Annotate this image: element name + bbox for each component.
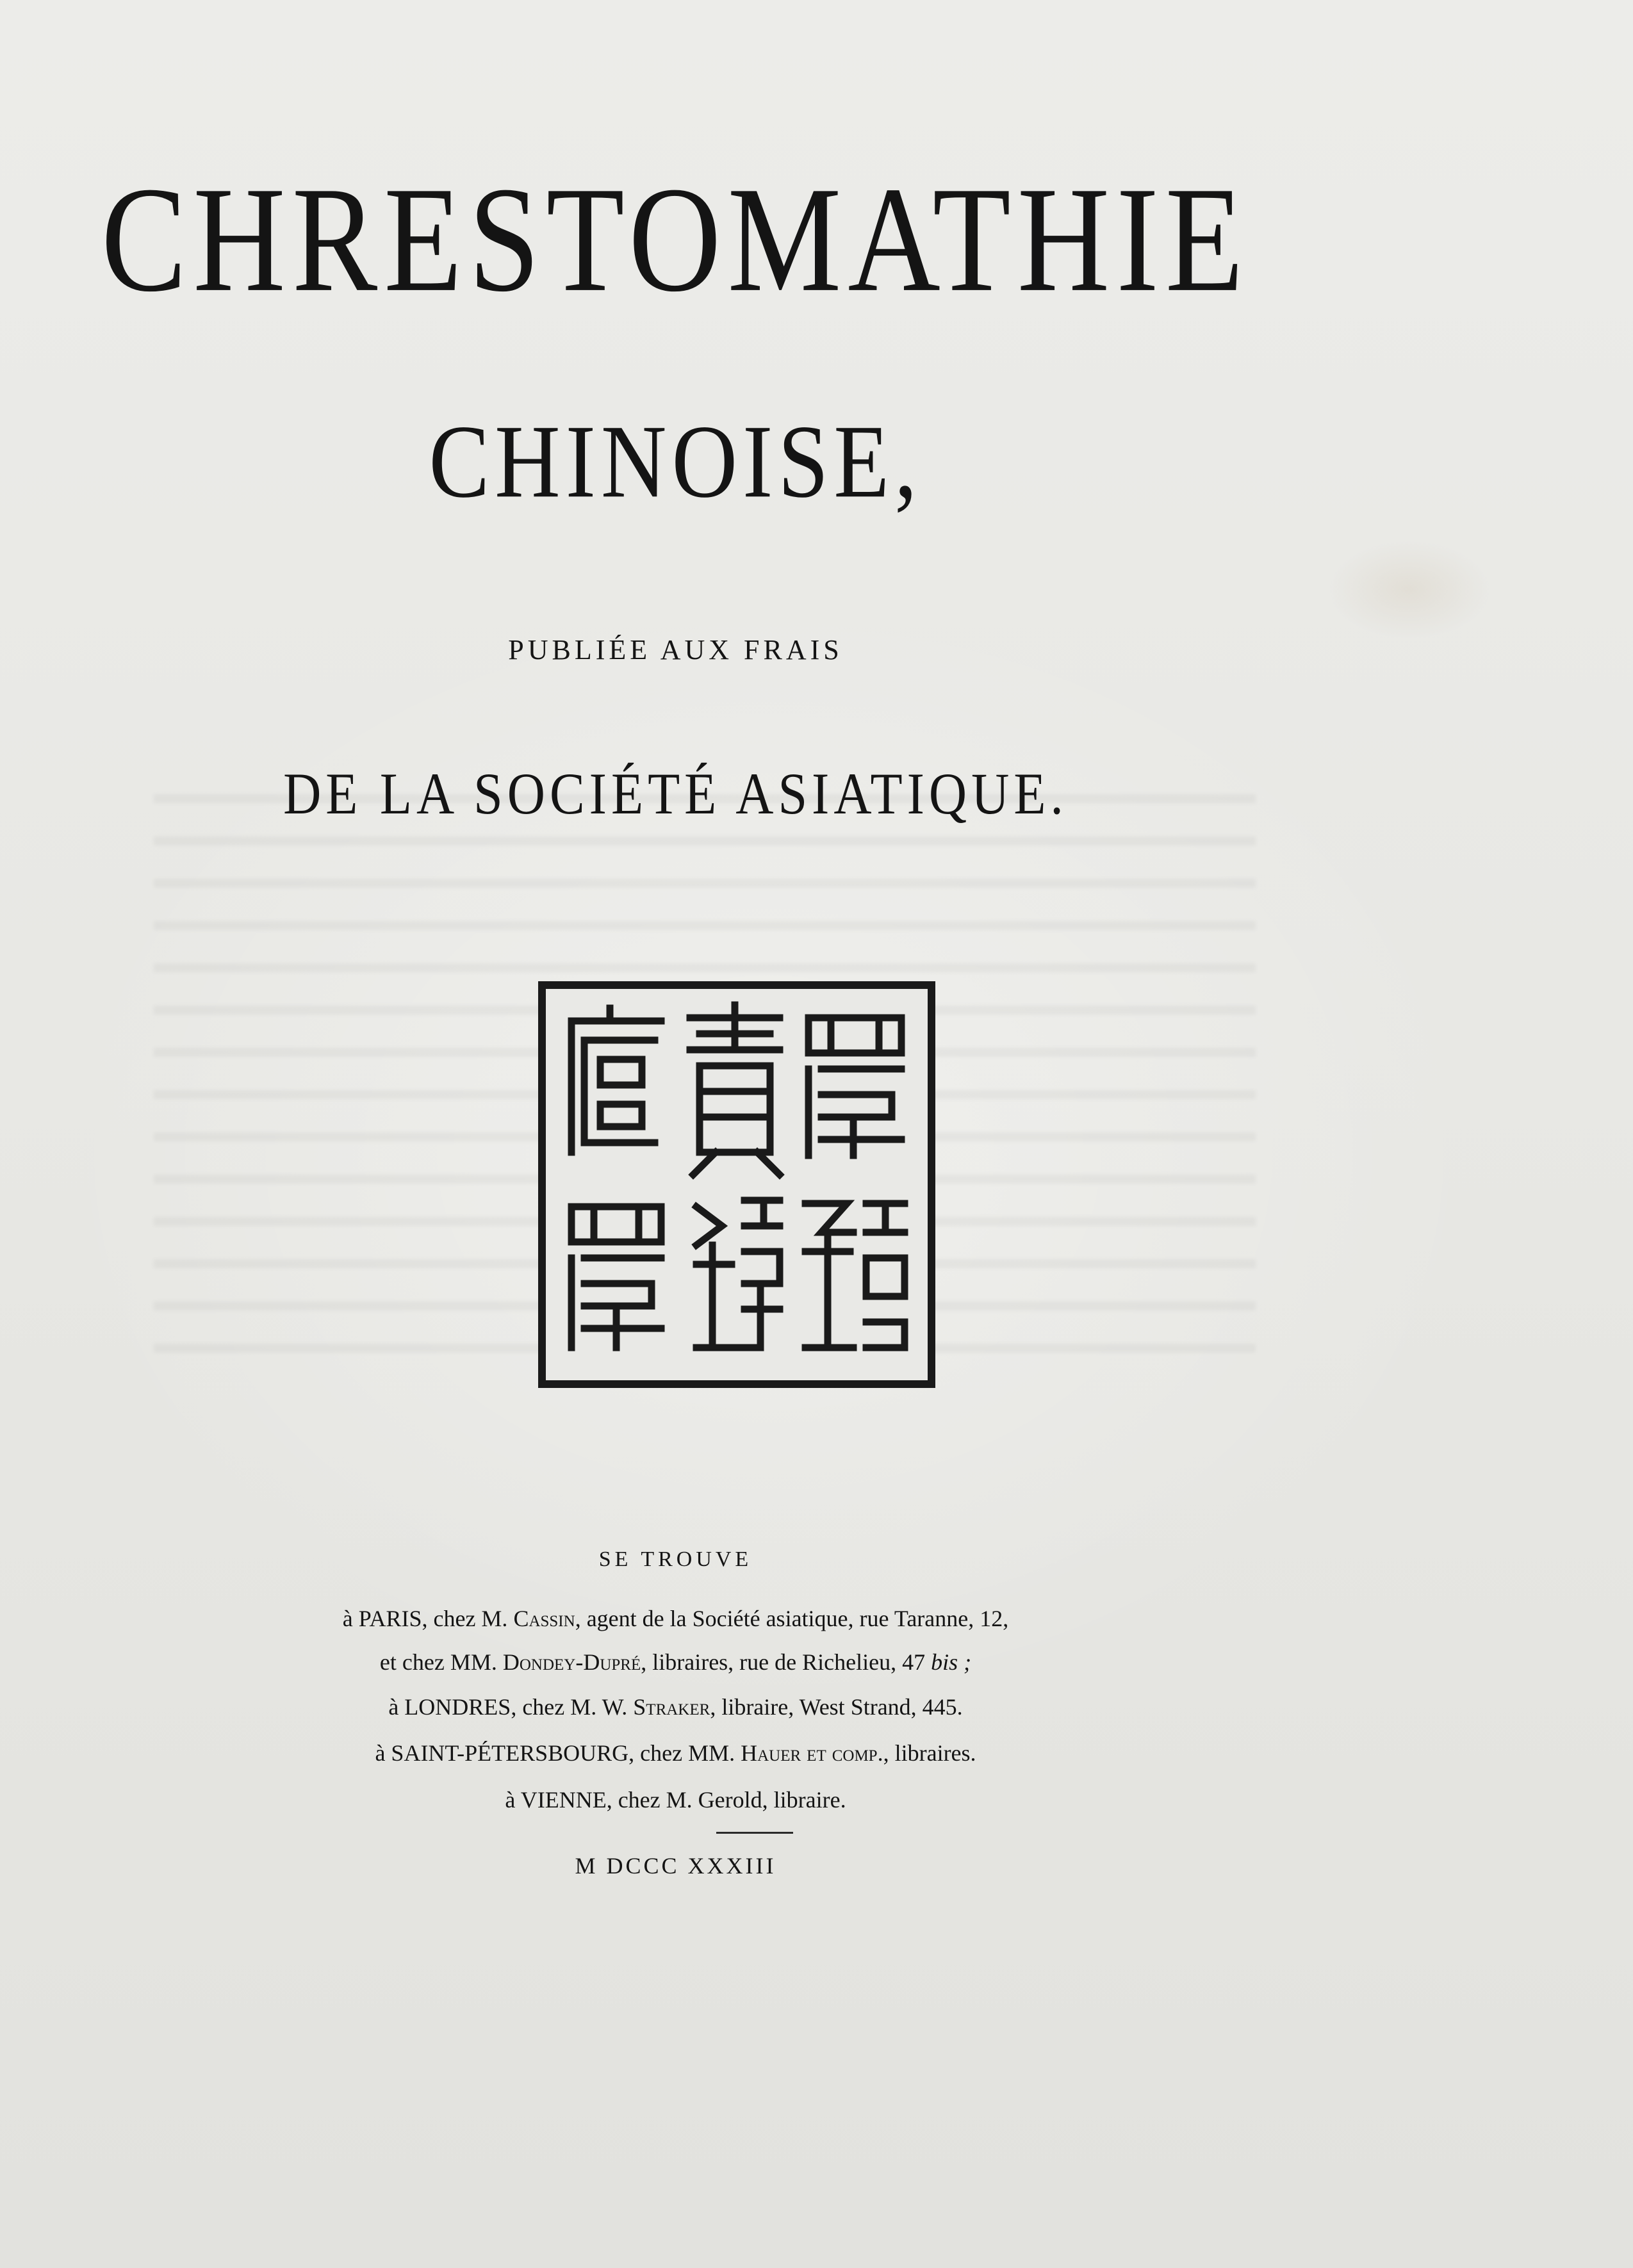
imprint-line-paris-2: et chez MM. Dondey-Dupré, libraires, rue de Richelieu, 47 bis ; (379, 1649, 972, 1675)
chinese-seal-icon (538, 981, 935, 1388)
bookseller-name: Straker (633, 1694, 710, 1720)
bookseller-name: Dondey-Dupré (502, 1649, 641, 1675)
bookseller-name: Cassin (513, 1606, 575, 1631)
imprint-line-vienna: à VIENNE, chez M. Gerold, libraire. (505, 1787, 846, 1813)
main-title: CHRESTOMATHIE (101, 156, 1251, 323)
imprint-heading: SE TROUVE (598, 1547, 753, 1571)
publisher-intro: PUBLIÉE AUX FRAIS (508, 634, 843, 665)
imprint-line-st-petersburg: à SAINT-PÉTERSBOURG, chez MM. Hauer et comp., libraires. (375, 1740, 976, 1766)
imprint-line-paris: à PARIS, chez M. Cassin, agent de la Société asiatique, rue Taranne, 12, (342, 1606, 1009, 1631)
publication-date: M DCCC XXXIII (575, 1853, 776, 1879)
divider-rule (716, 1832, 793, 1834)
subtitle: CHINOISE, (429, 403, 923, 519)
publisher-name: DE LA SOCIÉTÉ ASIATIQUE. (283, 761, 1068, 827)
seal-glyphs (546, 989, 928, 1380)
bookseller-name: Gerold (698, 1787, 762, 1813)
imprint-line-london: à LONDRES, chez M. W. Straker, libraire, West Strand, 445. (388, 1694, 963, 1720)
bookseller-name: Hauer et comp. (741, 1740, 883, 1766)
